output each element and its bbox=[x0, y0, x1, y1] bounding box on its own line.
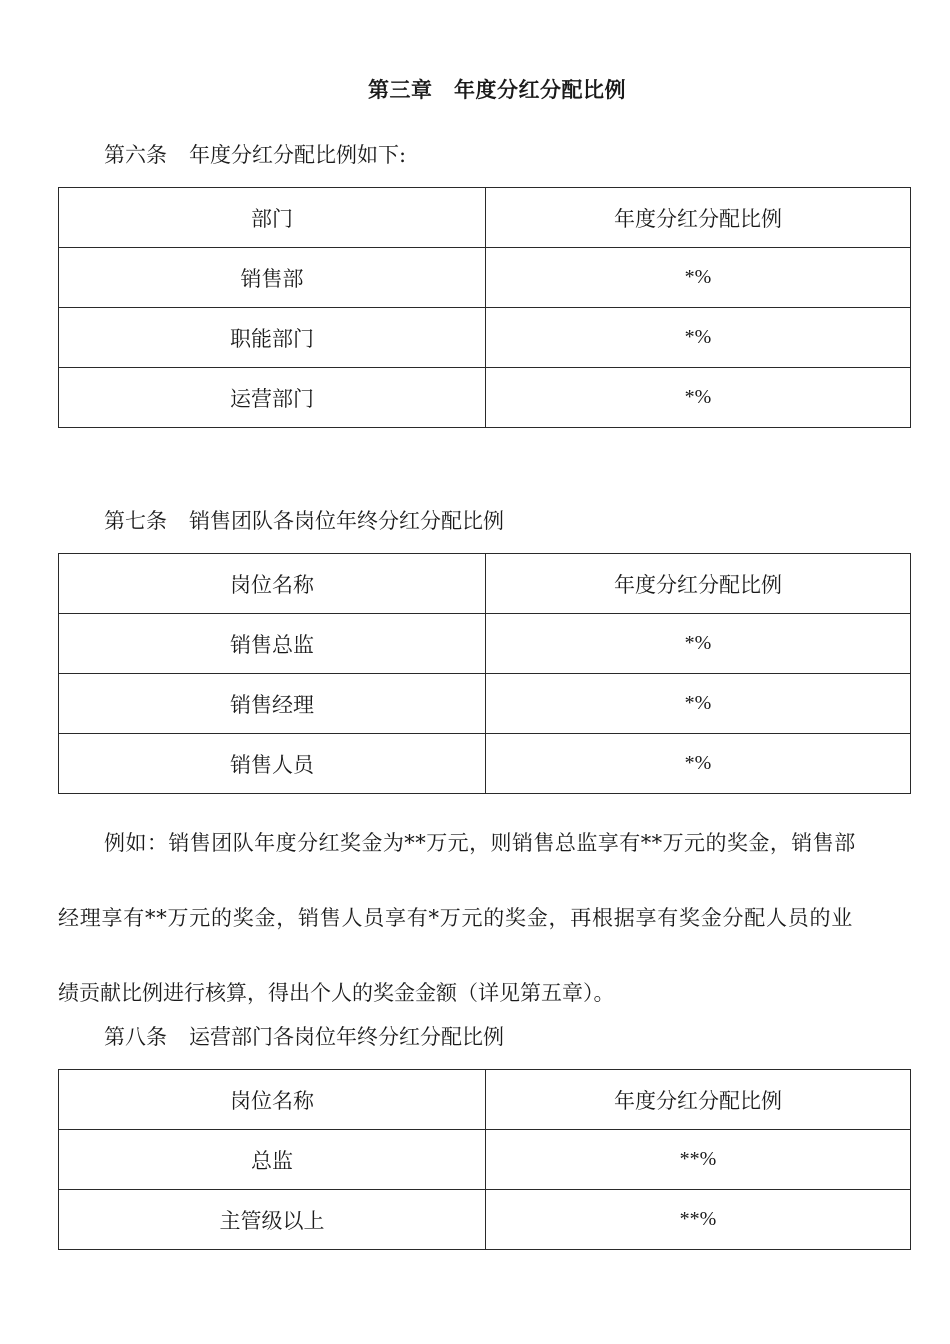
header-position: 岗位名称 bbox=[59, 1070, 486, 1130]
table-header-row bbox=[59, 1070, 911, 1130]
header-department: 部门 bbox=[59, 188, 486, 248]
article-7-number: 第七条 bbox=[104, 509, 167, 533]
operations-ratio-table bbox=[58, 1069, 911, 1250]
article-6-heading bbox=[104, 139, 406, 169]
header-ratio: 年度分红分配比例 bbox=[486, 188, 911, 248]
article-8-heading bbox=[104, 1021, 504, 1051]
article-7-heading bbox=[104, 505, 504, 535]
cell-name: 总监 bbox=[59, 1130, 486, 1190]
header-position: 岗位名称 bbox=[59, 554, 486, 614]
table-header-row bbox=[59, 188, 911, 248]
table-row bbox=[59, 674, 911, 734]
table-header-row bbox=[59, 554, 911, 614]
chapter-title: 第三章 年度分红分配比例 bbox=[368, 77, 626, 102]
article-6-number: 第六条 bbox=[104, 143, 167, 167]
cell-name: 主管级以上 bbox=[59, 1190, 486, 1250]
article-6-title: 年度分红分配比例如下: bbox=[189, 143, 407, 167]
table-row bbox=[59, 308, 911, 368]
cell-ratio: *% bbox=[486, 734, 911, 794]
table-row bbox=[59, 734, 911, 794]
sales-team-ratio-table bbox=[58, 553, 911, 794]
table-row bbox=[59, 1190, 911, 1250]
article-8-title: 运营部门各岗位年终分红分配比例 bbox=[189, 1025, 504, 1049]
example-line-2: 经理享有**万元的奖金，销售人员享有*万元的奖金，再根据享有奖金分配人员的业 bbox=[58, 906, 853, 930]
department-ratio-table bbox=[58, 187, 911, 428]
table-row bbox=[59, 368, 911, 428]
header-ratio: 年度分红分配比例 bbox=[486, 554, 911, 614]
cell-ratio: **% bbox=[486, 1130, 911, 1190]
cell-ratio: *% bbox=[486, 614, 911, 674]
article-8-number: 第八条 bbox=[104, 1025, 167, 1049]
cell-name: 运营部门 bbox=[59, 368, 486, 428]
cell-ratio: *% bbox=[486, 368, 911, 428]
cell-name: 销售人员 bbox=[59, 734, 486, 794]
header-ratio: 年度分红分配比例 bbox=[486, 1070, 911, 1130]
cell-name: 销售总监 bbox=[59, 614, 486, 674]
table-row bbox=[59, 614, 911, 674]
example-line-1: 例如：销售团队年度分红奖金为**万元，则销售总监享有**万元的奖金，销售部 bbox=[104, 831, 856, 855]
cell-name: 销售经理 bbox=[59, 674, 486, 734]
cell-name: 销售部 bbox=[59, 248, 486, 308]
cell-ratio: **% bbox=[486, 1190, 911, 1250]
table-row bbox=[59, 248, 911, 308]
example-line-3: 绩贡献比例进行核算，得出个人的奖金金额（详见第五章）。 bbox=[58, 981, 615, 1005]
table-row bbox=[59, 1130, 911, 1190]
article-7-title: 销售团队各岗位年终分红分配比例 bbox=[189, 509, 504, 533]
cell-ratio: *% bbox=[486, 674, 911, 734]
example-paragraph bbox=[58, 806, 894, 1031]
cell-name: 职能部门 bbox=[59, 308, 486, 368]
cell-ratio: *% bbox=[486, 248, 911, 308]
cell-ratio: *% bbox=[486, 308, 911, 368]
